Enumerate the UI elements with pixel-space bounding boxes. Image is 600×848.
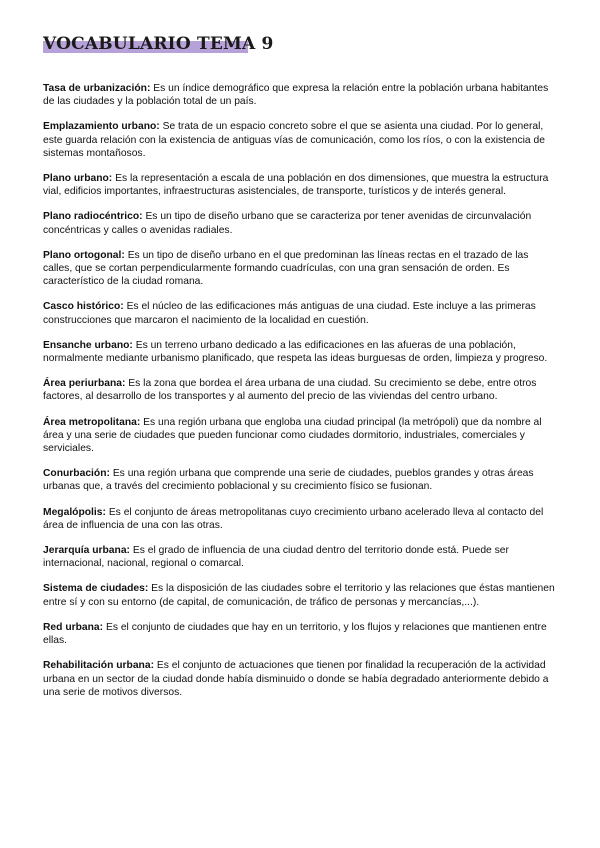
entry-term: Megalópolis: bbox=[43, 506, 106, 518]
entry-definition: Es un tipo de diseño urbano que se caracteriza por tener avenidas de circunvalación concéntricas y calles o avenidas radiales. bbox=[43, 211, 532, 236]
entry-definition: Es la representación a escala de una población en dos dimensiones, que muestra la estructura vial, edificios importantes, infraestructuras asistenciales, de transporte, turísticos y de interés general. bbox=[43, 173, 549, 198]
vocabulary-entry bbox=[43, 377, 559, 403]
entry-definition: Es el núcleo de las edificaciones más antiguas de una ciudad. Este incluye a las primeras construcciones que marcaron el nacimiento de la localidad en cuestión. bbox=[43, 301, 536, 326]
entry-definition: Es un terreno urbano dedicado a las edificaciones en las afueras de una población, normalmente mediante urbanismo planificado, que respeta las ideas burguesas de orden, limpieza y progreso. bbox=[43, 339, 548, 365]
vocabulary-entry bbox=[43, 249, 559, 289]
vocabulary-entry bbox=[43, 621, 559, 647]
title-block bbox=[43, 32, 274, 56]
entry-term: Ensanche urbano: bbox=[43, 339, 133, 351]
entry-definition: Es un tipo de diseño urbano en el que predominan las líneas rectas en el trazado de las calles, que se cortan perpendicularmente formando cuadrículas, con una gran sensación de orden. Es característico de la ciudad romana. bbox=[43, 249, 529, 288]
entry-term: Emplazamiento urbano: bbox=[43, 121, 160, 133]
entry-definition: Es la zona que bordea el área urbana de una ciudad. Su crecimiento se debe, entre otros factores, al desarrollo de los transportes y al aumento del precio de las viviendas del centro urbano. bbox=[43, 378, 537, 403]
entry-term: Rehabilitación urbana: bbox=[43, 660, 154, 672]
vocabulary-entry bbox=[43, 172, 559, 198]
vocabulary-entry bbox=[43, 210, 559, 236]
entry-term: Plano radiocéntrico: bbox=[43, 211, 143, 223]
vocabulary-entry bbox=[43, 416, 559, 456]
entry-term: Casco histórico: bbox=[43, 301, 124, 313]
entry-term: Jerarquía urbana: bbox=[43, 545, 130, 557]
vocabulary-entry bbox=[43, 467, 559, 493]
entry-term: Red urbana: bbox=[43, 621, 104, 633]
entry-term: Plano urbano: bbox=[43, 173, 113, 185]
entry-definition: Es el grado de influencia de una ciudad dentro del territorio donde está. Puede ser internacional, nacional, regional o comarcal. bbox=[43, 545, 509, 570]
entry-definition: Es el conjunto de actuaciones que tienen por finalidad la recuperación de la actividad urbana en un sector de la ciudad donde había disminuido o donde se había degradado anteriormente debido a una serie de motivos diversos. bbox=[43, 660, 549, 698]
entry-term: Tasa de urbanización: bbox=[43, 83, 151, 94]
entry-term: Área metropolitana: bbox=[43, 416, 141, 428]
vocabulary-list bbox=[43, 82, 559, 711]
entry-term: Área periurbana: bbox=[43, 378, 126, 390]
entry-definition: Es el conjunto de áreas metropolitanas cuyo crecimiento urbano acelerado lleva al contacto del área de influencia de una con las otras. bbox=[43, 506, 544, 531]
entry-definition: Es una región urbana que engloba una ciudad principal (la metrópoli) que da nombre al área y una serie de ciudades que pueden funcionar como ciudades dormitorio, industriales, comerciales y serviciales. bbox=[43, 416, 542, 455]
vocabulary-entry bbox=[43, 82, 559, 108]
page-title: VOCABULARIO TEMA 9 bbox=[43, 34, 274, 54]
entry-term: Plano ortogonal: bbox=[43, 249, 125, 261]
vocabulary-entry bbox=[43, 339, 559, 365]
vocabulary-entry bbox=[43, 582, 559, 608]
entry-definition: Es una región urbana que comprende una serie de ciudades, pueblos grandes y otras áreas urbanas que, a través del crecimiento poblacional y su crecimiento físico se fusionan. bbox=[43, 468, 534, 493]
vocabulary-entry bbox=[43, 300, 559, 326]
entry-definition: Es un índice demográfico que expresa la relación entre la población urbana habitantes de las ciudades y la población total de un país. bbox=[43, 83, 549, 108]
entry-definition: Es el conjunto de ciudades que hay en un territorio, y los flujos y relaciones que mantienen entre ellas. bbox=[43, 621, 547, 647]
vocabulary-entry bbox=[43, 120, 559, 160]
vocabulary-entry bbox=[43, 506, 559, 532]
entry-term: Sistema de ciudades: bbox=[43, 583, 149, 595]
entry-definition: Es la disposición de las ciudades sobre el territorio y las relaciones que éstas mantienen entre sí y con su entorno (de capital, de comunicación, de tráfico de personas y mercancías,...). bbox=[43, 583, 555, 608]
vocabulary-entry bbox=[43, 544, 559, 570]
entry-term: Conurbación: bbox=[43, 468, 110, 480]
vocabulary-entry bbox=[43, 659, 559, 699]
entry-definition: Se trata de un espacio concreto sobre el que se asienta una ciudad. Por lo general, este guarda relación con la existencia de antiguas vías de comunicación, como los ríos, o con la existencia de sistemas montañosos. bbox=[43, 121, 545, 159]
